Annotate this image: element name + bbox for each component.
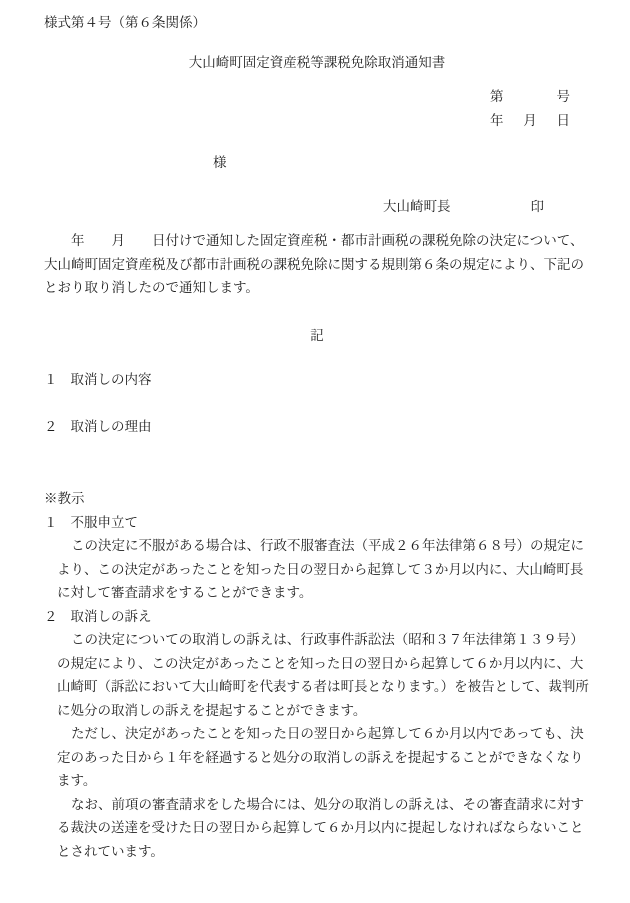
item-label: 取消しの訴え <box>70 608 152 624</box>
item-cancellation-reason <box>44 415 590 439</box>
item-number: ２ <box>44 608 58 624</box>
document-title: 大山崎町固定資産税等課税免除取消通知書 <box>188 54 446 70</box>
issuer-row <box>383 195 544 219</box>
record-marker: 記 <box>310 327 324 343</box>
kyoji-item2-title-row <box>44 605 590 629</box>
kyoji-text-line: の規定により、この決定があったことを知った日の翌日から起算して６か月以内に、大 <box>57 655 584 671</box>
doc-number-date-block <box>490 85 570 132</box>
kyoji-item1-title-row <box>44 511 590 535</box>
seal-mark: 印 <box>530 198 544 214</box>
item-label: 取消しの理由 <box>70 418 152 434</box>
notice-body-line: 年 月 日付けで通知した固定資産税・都市計画税の課税免除の決定について、 <box>71 233 584 248</box>
doc-number-prefix: 第 <box>490 89 504 104</box>
kyoji-text-line: ただし、決定があったことを知った日の翌日から起算して６か月以内であっても、決 <box>71 726 584 741</box>
notice-body-line: 大山崎町固定資産税及び都市計画税の課税免除に関する規則第６条の規定により、下記の <box>44 256 584 272</box>
kyoji-section <box>44 487 590 863</box>
doc-number-suffix: 号 <box>556 89 570 104</box>
date-month-label: 月 <box>523 112 537 128</box>
date-year-label: 年 <box>490 112 504 128</box>
item-label: 取消しの内容 <box>70 372 152 387</box>
doc-number-row <box>490 85 570 109</box>
kyoji-text-line: 定のあった日から１年を経過すると処分の取消しの訴えを提起することができなくなり <box>57 749 584 765</box>
kyoji-text-line: に対して審査請求をすることができます。 <box>57 585 313 600</box>
date-day-label: 日 <box>556 112 570 128</box>
date-row <box>490 109 570 133</box>
kyoji-heading: ※教示 <box>44 491 85 506</box>
kyoji-text-line: に処分の取消しの訴えを提起することができます。 <box>57 702 367 718</box>
item-cancellation-content <box>44 368 590 392</box>
kyoji-text-line: この決定についての取消しの訴えは、行政事件訴訟法（昭和３７年法律第１３９号） <box>71 632 584 647</box>
item-number: １ <box>44 372 58 387</box>
issuer-title: 大山崎町長 <box>383 198 451 214</box>
item-number: ２ <box>44 418 58 434</box>
addressee-honorific: 様 <box>213 155 227 170</box>
notice-body <box>44 229 590 300</box>
kyoji-text-line: 山崎町（訴訟において大山崎町を代表する者は町長となります。）を被告として、裁判所 <box>57 679 589 694</box>
form-number: 様式第４号（第６条関係） <box>44 15 206 30</box>
kyoji-text-line: より、この決定があったことを知った日の翌日から起算して３か月以内に、大山崎町長 <box>57 561 584 577</box>
kyoji-text-line: ます。 <box>57 773 97 788</box>
notice-body-line: とおり取り消したので通知します。 <box>44 280 259 295</box>
kyoji-text-line: とされています。 <box>57 843 164 859</box>
item-label: 不服申立て <box>70 514 138 530</box>
kyoji-text-line: る裁決の送達を受けた日の翌日から起算して６か月以内に提起しなければならないこと <box>57 820 584 835</box>
item-number: １ <box>44 514 58 530</box>
kyoji-text-line: なお、前項の審査請求をした場合には、処分の取消しの訴えは、その審査請求に対す <box>71 796 584 812</box>
kyoji-text-line: この決定に不服がある場合は、行政不服審査法（平成２６年法律第６８号）の規定に <box>71 538 584 553</box>
